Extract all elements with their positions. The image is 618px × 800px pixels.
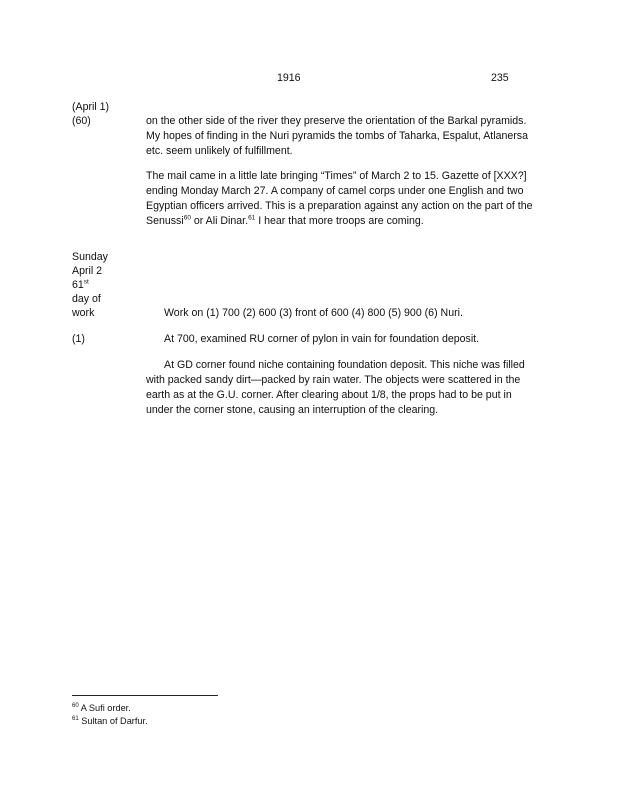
margin-date-april-1: (April 1) [72, 101, 110, 113]
footnote-ref-61: 61 [248, 214, 256, 222]
footnote-61 [72, 715, 148, 727]
paragraph-pyramids: on the other side of the river they preserve the orientation of the Barkal pyramids. My hopes of finding in the Nuri pyramids the tombs of Taharka, Espalut, Atlanersa etc. seem unlikely of fulfillment. [146, 115, 528, 157]
footnote-60 [72, 702, 131, 714]
paragraph-pylon: At 700, examined RU corner of pylon in vain for foundation deposit. [164, 333, 480, 345]
margin-day-date: April 2 [72, 265, 103, 277]
paragraph-mail-text-b: or Ali Dinar. [190, 215, 249, 227]
paragraph-foundation-deposit: At GD corner found niche containing foundation deposit. This niche was filled with packed sandy dirt—packed by rain water. The objects were scattered in the earth as at the G.U. corner. After clearing about 1/8, the props had to be put in under the corner stone, causing an interruption of the clearing. [146, 359, 525, 416]
footnote-divider [72, 695, 218, 696]
margin-work: work [72, 307, 95, 319]
paragraph-work-list: Work on (1) 700 (2) 600 (3) front of 600 (4) 800 (5) 900 (6) Nuri. [164, 307, 463, 319]
header-year: 1916 [277, 72, 301, 84]
paragraph-mail [146, 169, 541, 229]
footnote-61-text: Sultan of Darfur. [78, 716, 148, 726]
footnote-ref-60: 60 [183, 214, 191, 222]
margin-day-of: day of [72, 293, 101, 305]
footnote-61-number: 61 [72, 715, 79, 722]
margin-entry-number-1: (1) [72, 333, 85, 345]
footnote-60-number: 60 [72, 702, 79, 709]
margin-entry-number-60: (60) [72, 115, 91, 127]
margin-day-count-number: 61 [72, 279, 84, 291]
footnote-60-text: A Sufi order. [78, 703, 131, 713]
margin-day-count-suffix: st [83, 278, 89, 286]
paragraph-mail-text-c: I hear that more troops are coming. [255, 215, 424, 227]
page-number: 235 [491, 72, 509, 84]
margin-day-count [72, 278, 142, 293]
paragraph-mail-text-a: The mail came in a little late bringing “Times” of March 2 to 15. Gazette of [XXX?] ending Monday March 27. A company of camel corps under one English and two Egyptian officers arrived. This is a preparation against any action on the part of the Senussi [146, 170, 533, 227]
margin-day-sunday: Sunday [72, 251, 108, 263]
